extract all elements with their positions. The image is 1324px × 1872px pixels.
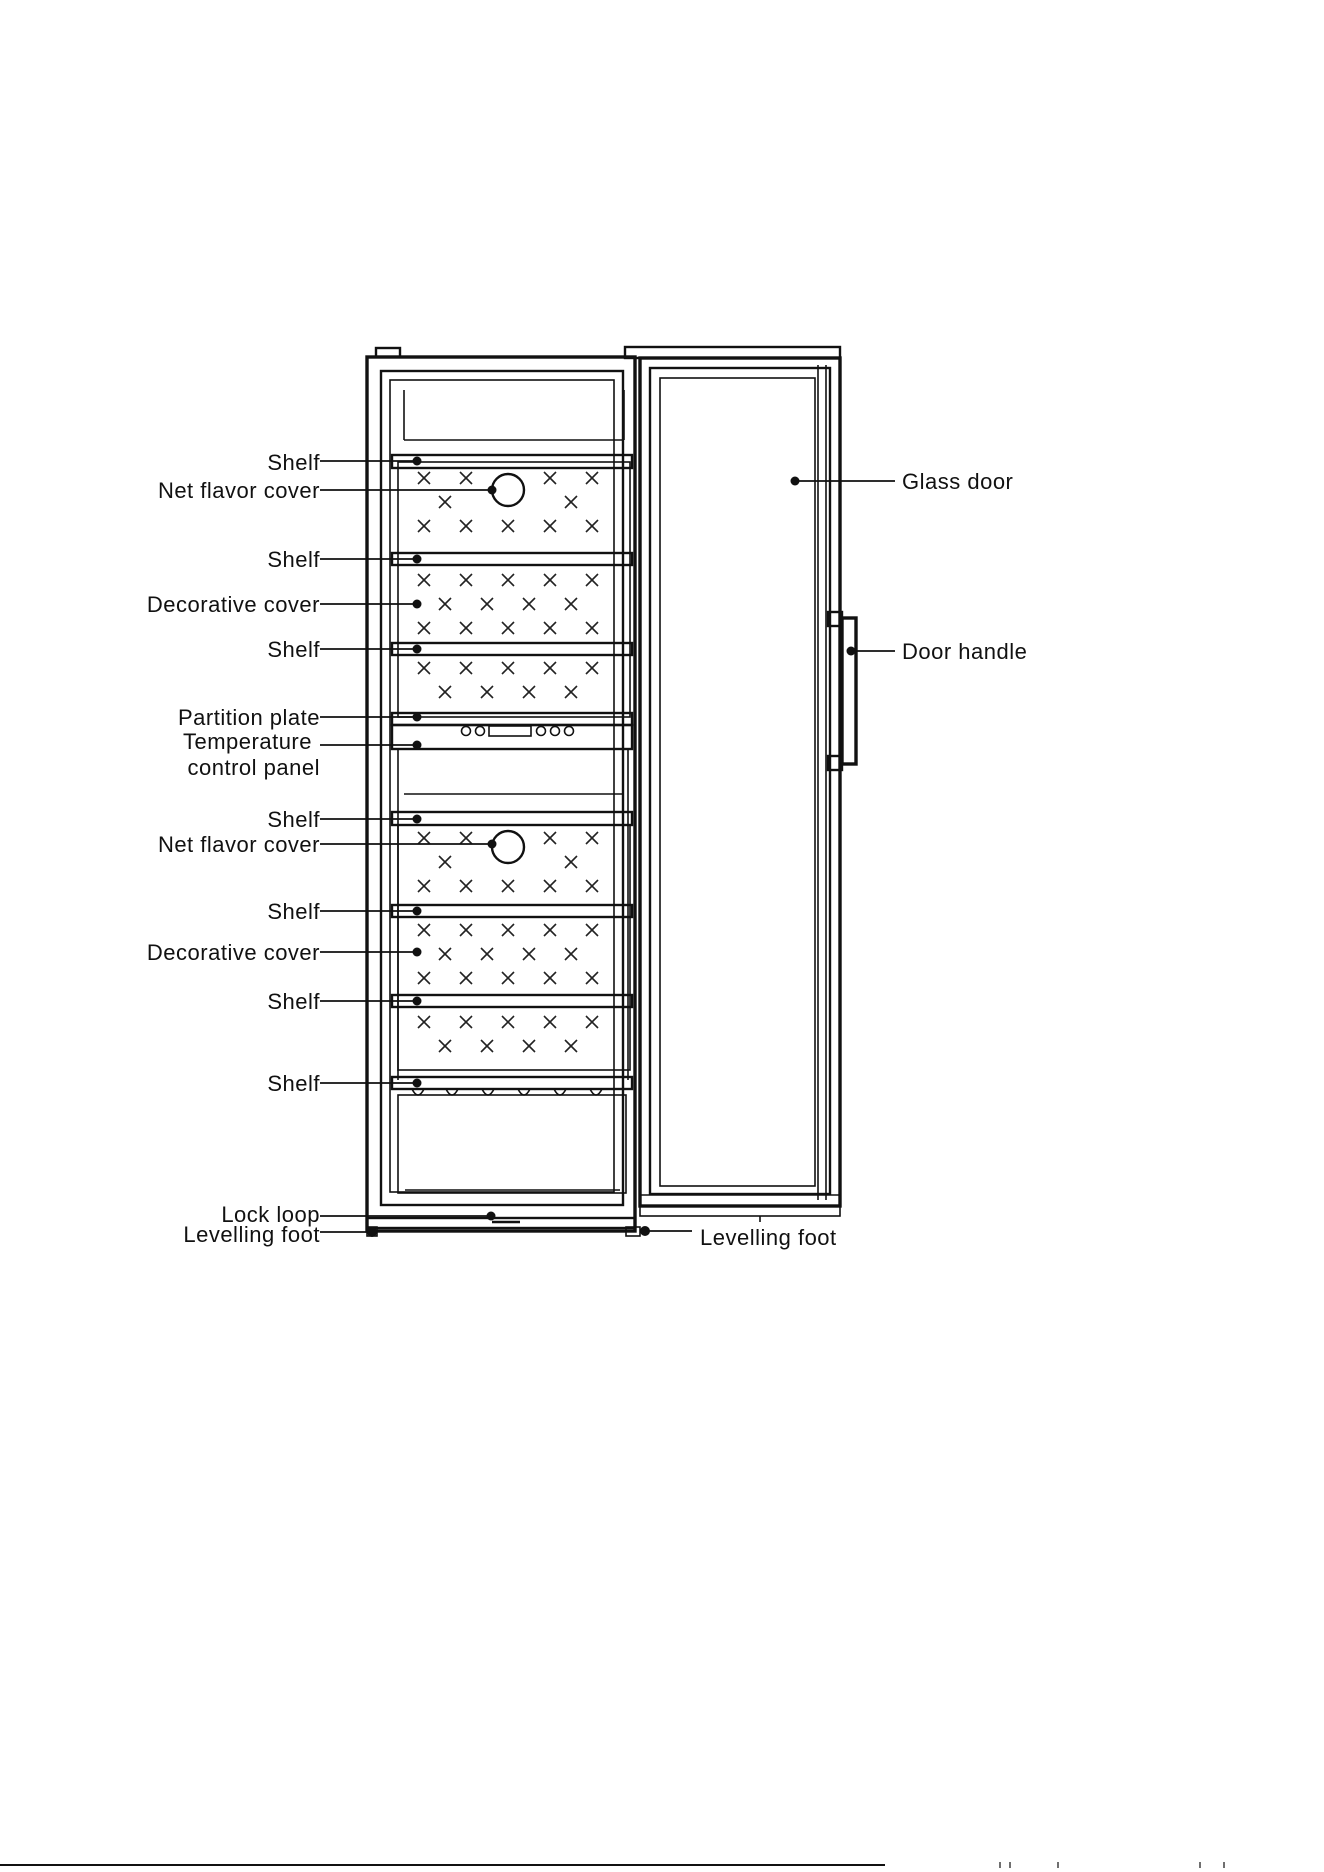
label-net-flavor-cover-1: Net flavor cover — [157, 478, 320, 503]
label-shelf-6: Shelf — [267, 989, 320, 1014]
label-shelf-4: Shelf — [267, 807, 320, 832]
label-glass-door: Glass door — [902, 469, 1014, 494]
door — [625, 347, 840, 1222]
base-compartment — [398, 1095, 626, 1193]
upper-rack-frame — [398, 462, 630, 717]
label-shelf-7: Shelf — [267, 1071, 320, 1096]
temperature-control-panel-bar — [392, 725, 632, 749]
door-handle-shape — [828, 612, 856, 770]
cabinet-body — [367, 348, 640, 1236]
labels — [147, 450, 1027, 1250]
glass-panel — [660, 378, 815, 1186]
partition-plate-bar — [392, 713, 632, 725]
label-net-flavor-cover-2: Net flavor cover — [157, 832, 320, 857]
door-outer-frame — [640, 358, 840, 1206]
page-bottom-marks — [1000, 1862, 1224, 1868]
label-shelf-5: Shelf — [267, 899, 320, 924]
control-panel-buttons — [462, 726, 574, 736]
callouts — [320, 457, 895, 1238]
net-flavor-cover-circle-2 — [492, 831, 524, 863]
decorative-x-pattern-lower — [418, 832, 598, 1052]
shelf-bar-6 — [392, 995, 632, 1007]
label-lock-loop: Lock loop — [221, 1202, 320, 1227]
label-temperature-control-panel-line2: control panel — [187, 755, 320, 780]
label-levelling-foot-left: Levelling foot — [183, 1222, 320, 1247]
label-levelling-foot-right: Levelling foot — [700, 1225, 837, 1250]
label-door-handle: Door handle — [902, 639, 1028, 664]
shelf-bar-2 — [392, 553, 632, 565]
shelf-bar-4 — [392, 812, 632, 825]
net-flavor-cover-circle-1 — [492, 474, 524, 506]
label-partition-plate: Partition plate — [177, 705, 320, 730]
label-shelf-3: Shelf — [267, 637, 320, 662]
shelf-bar-7 — [392, 1077, 632, 1089]
label-decorative-cover-2: Decorative cover — [146, 940, 320, 965]
label-shelf-2: Shelf — [267, 547, 320, 572]
label-shelf-1: Shelf — [267, 450, 320, 475]
label-decorative-cover-1: Decorative cover — [146, 592, 320, 617]
shelf-bar-3 — [392, 643, 632, 655]
door-inner-frame — [650, 368, 830, 1194]
label-temperature-control-panel-line1: Temperature — [182, 729, 312, 754]
shelf-bar-5 — [392, 905, 632, 917]
